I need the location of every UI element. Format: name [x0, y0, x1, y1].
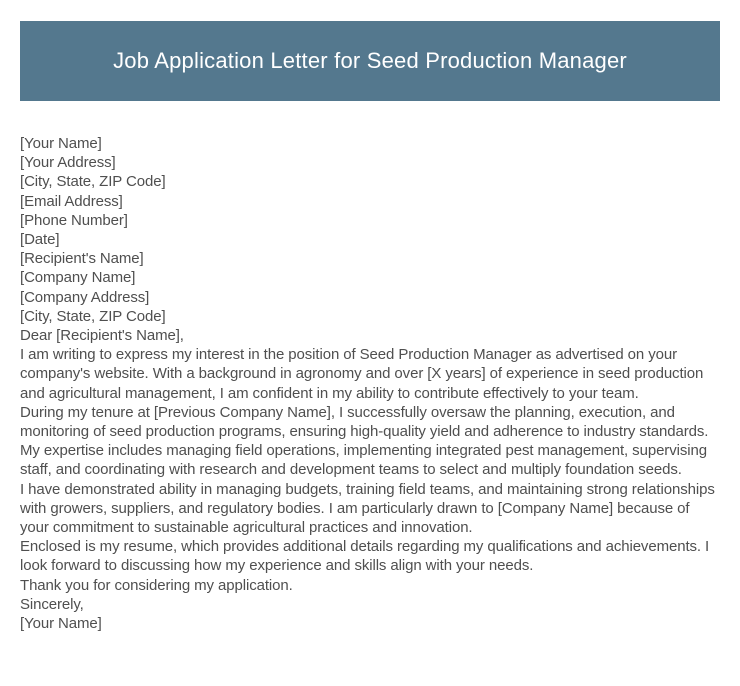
- letter-title-banner: [20, 21, 720, 101]
- sender-address-line: [Your Address]: [20, 154, 116, 172]
- signature: [Your Name]: [20, 615, 102, 633]
- salutation: Dear [Recipient's Name],: [20, 327, 184, 345]
- recipient-address-line: [City, State, ZIP Code]: [20, 307, 166, 325]
- letter-paragraph: I have demonstrated ability in managing budgets, training field teams, and maintaining strong relationships with growers, suppliers, and regulatory bodies. I am particularly drawn to [Company Name] because of your commitment to sustainable agricultural practices and innovation.: [20, 480, 715, 537]
- recipient-address-line: [Company Name]: [20, 269, 136, 287]
- sender-address-line: [Date]: [20, 231, 60, 249]
- letter-paragraph: I am writing to express my interest in the position of Seed Production Manager as advertised on your company's website. With a background in agronomy and over [X years] of experience in seed production and agricultural management, I am confident in my ability to contribute effectively to your team.: [20, 346, 704, 402]
- page-title: Job Application Letter for Seed Production Manager: [113, 48, 627, 73]
- recipient-address-line: [Recipient's Name]: [20, 250, 144, 268]
- letter-body: [20, 134, 720, 633]
- recipient-address-line: [Company Address]: [20, 288, 150, 306]
- recipient-address-block: [20, 249, 720, 326]
- letter-paragraph: During my tenure at [Previous Company Name], I successfully oversaw the planning, execution, and monitoring of seed production programs, ensuring high-quality yield and adherence to industry standards. My expertise includes managing field operations, implementing integrated pest management, supervising staff, and coordinating with research and development teams to select and multiply foundation seeds.: [20, 403, 709, 479]
- letter-paragraph: Thank you for considering my application.: [20, 576, 293, 594]
- closing: Sincerely,: [20, 595, 84, 613]
- letter-paragraph: Enclosed is my resume, which provides additional details regarding my qualifications and achievements. I look forward to discussing how my experience and skills align with your needs.: [20, 538, 710, 575]
- sender-address-line: [City, State, ZIP Code]: [20, 173, 166, 191]
- sender-address-line: [Phone Number]: [20, 211, 128, 229]
- sender-address-line: [Your Name]: [20, 135, 102, 152]
- letter-paragraphs: [20, 345, 720, 595]
- sender-address-line: [Email Address]: [20, 192, 123, 210]
- sender-address-block: [20, 134, 720, 249]
